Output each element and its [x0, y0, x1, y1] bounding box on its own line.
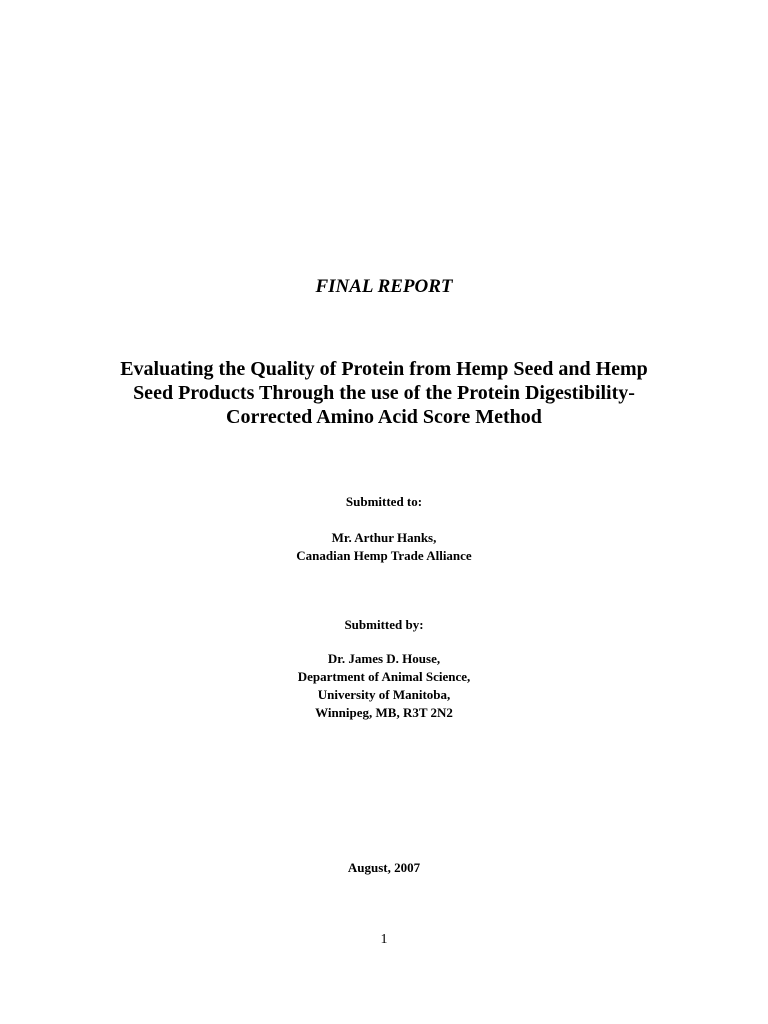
author-department: Department of Animal Science,: [297, 669, 471, 684]
title-line-2: Seed Products Through the use of the Protein Digestibility-: [133, 382, 635, 404]
title-line-3: Corrected Amino Acid Score Method: [226, 406, 542, 428]
submitted-to-heading: Submitted to:: [345, 494, 423, 509]
title-line-1: Evaluating the Quality of Protein from Hemp Seed and Hemp: [120, 358, 648, 380]
author-university: University of Manitoba,: [317, 687, 451, 702]
author-address: Winnipeg, MB, R3T 2N2: [315, 705, 453, 720]
author-name: Dr. James D. House,: [327, 651, 441, 666]
recipient-organization: Canadian Hemp Trade Alliance: [296, 548, 472, 563]
report-date: August, 2007: [347, 860, 421, 875]
submitted-by-heading: Submitted by:: [344, 617, 424, 632]
page-number: 1: [380, 932, 388, 947]
report-label: FINAL REPORT: [315, 276, 453, 297]
recipient-name: Mr. Arthur Hanks,: [331, 530, 437, 545]
